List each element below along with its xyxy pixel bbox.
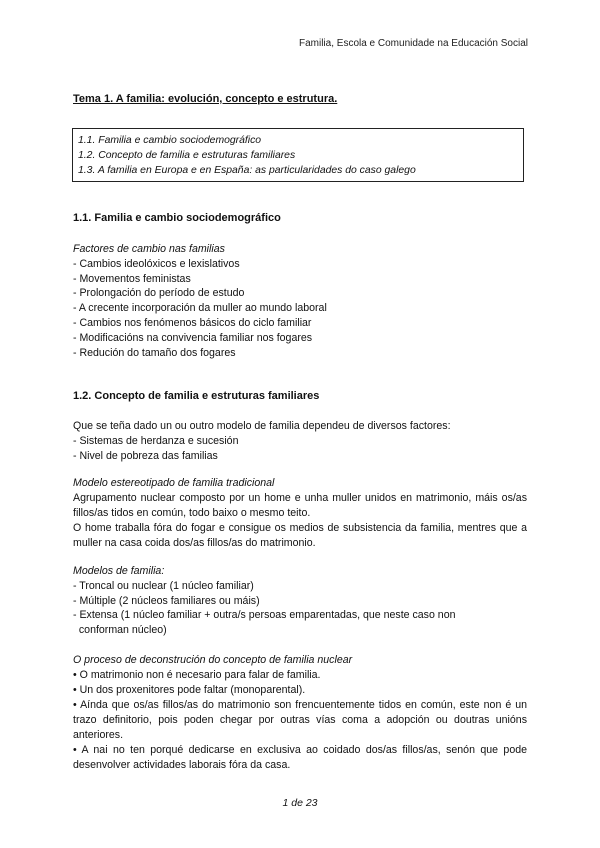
list-item: - Redución do tamaño dos fogares — [73, 346, 236, 359]
paragraph: O home traballa fóra do fogar e consigue os medios de subsistencia da familia, mentres que a muller na casa coida dos/as fillos/as do matrimonio. — [73, 522, 527, 549]
section-heading-1-2: 1.2. Concepto de familia e estruturas familiares — [73, 390, 320, 402]
list-item: - A crecente incorporación da muller ao mundo laboral — [73, 302, 327, 315]
toc-item: 1.2. Concepto de familia e estruturas familiares — [78, 150, 296, 161]
paragraph: Agrupamento nuclear composto por un home e unha muller unidos en matrimonio, máis os/as fillos/as tidos en común, todo baixo o mesmo teito. — [73, 492, 527, 519]
bullet-item: • O matrimonio non é necesario para falar de familia. — [73, 669, 321, 681]
page-number: 1 de 23 — [282, 797, 318, 809]
list-item: - Sistemas de herdanza e sucesión — [73, 434, 239, 447]
list-item: - Prolongación do período de estudo — [73, 287, 245, 300]
model-title: Modelo estereotipado de familia tradicional — [73, 477, 275, 489]
list-item: - Movementos feministas — [73, 272, 191, 285]
deconstruction-block — [73, 653, 527, 773]
list-item: - Troncal ou nuclear (1 núcleo familiar) — [73, 579, 254, 592]
list-item: - Extensa (1 núcleo familiar + outra/s persoas emparentadas, que neste caso non — [73, 609, 456, 622]
list-item: - Nivel de pobreza das familias — [73, 449, 218, 462]
toc-item: 1.1. Familia e cambio sociodemográfico — [78, 135, 262, 146]
table-of-contents — [72, 128, 524, 182]
bullet-item: • Aínda que os/as fillos/as do matrimonio son frencuentemente tidos en común, este non é un trazo definitorio, pois poden chegar por outras vías coma a adopción ou doutras unións anteriores. — [73, 699, 527, 741]
family-models-block — [73, 564, 455, 638]
list-item-continuation: conforman núcleo) — [73, 624, 167, 637]
section-heading-1-1: 1.1. Familia e cambio sociodemográfico — [73, 212, 281, 224]
running-header: Familia, Escola e Comunidade na Educación Social — [298, 38, 528, 49]
models-title: Modelos de familia: — [73, 565, 165, 577]
list-item: - Cambios ideolóxicos e lexislativos — [73, 257, 240, 270]
factors-list — [73, 242, 327, 360]
bullet-item: • A nai no ten porqué dedicarse en exclusiva ao coidado dos/as fillos/as, senón que pode desenvolver actividades laborais fóra da casa. — [73, 744, 527, 771]
intro-block — [73, 419, 451, 463]
traditional-model-block — [73, 476, 527, 551]
document-title: Tema 1. A familia: evolución, concepto e estrutura. — [73, 93, 338, 105]
deconstruction-title: O proceso de deconstrución do concepto de familia nuclear — [73, 654, 353, 666]
intro-text: Que se teña dado un ou outro modelo de familia dependeu de diversos factores: — [73, 420, 451, 432]
list-item: - Modificacións na convivencia familiar nos fogares — [73, 331, 313, 344]
bullet-item: • Un dos proxenitores pode faltar (monoparental). — [73, 684, 306, 696]
list-item: - Cambios nos fenómenos básicos do ciclo familiar — [73, 316, 312, 329]
factors-subheading: Factores de cambio nas familias — [73, 243, 225, 255]
list-item: - Múltiple (2 núcleos familiares ou máis) — [73, 594, 260, 607]
toc-item: 1.3. A familia en Europa e en España: as particularidades do caso galego — [78, 165, 416, 176]
